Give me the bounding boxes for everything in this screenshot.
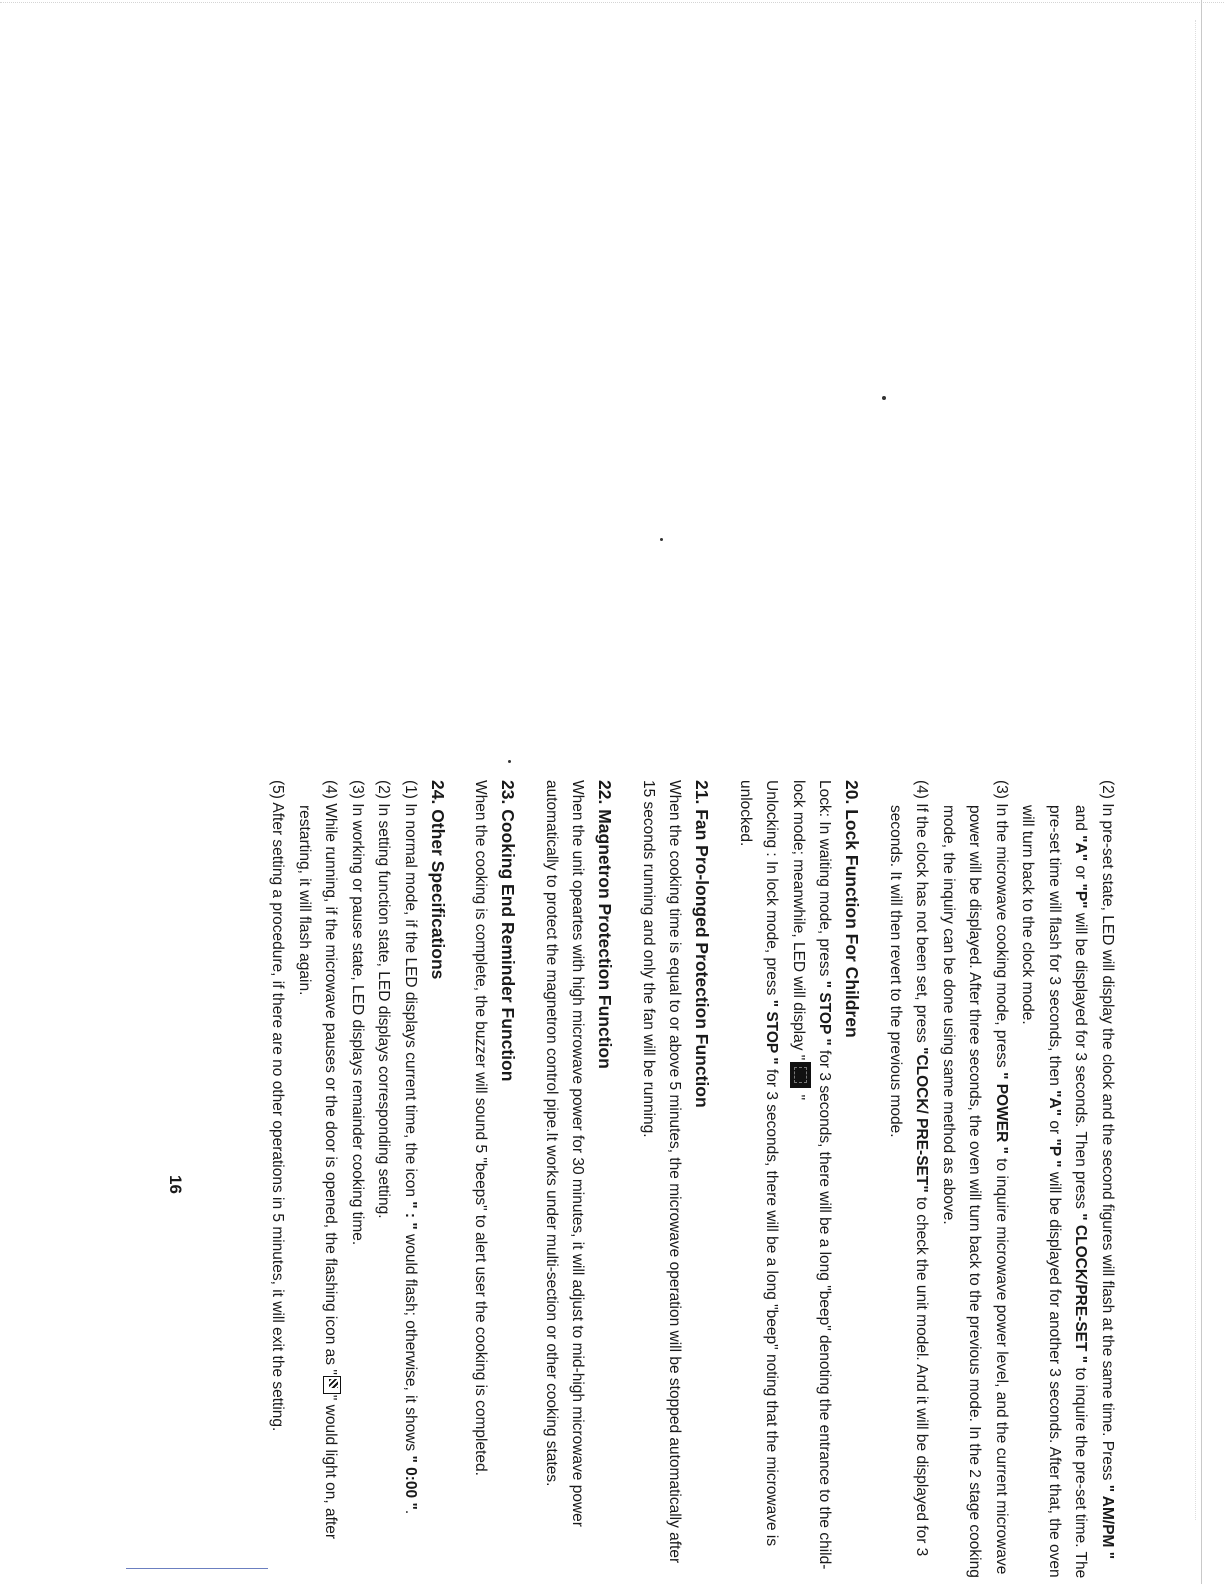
section-21-title: 21. Fan Pro-longed Protection Function (692, 780, 713, 1108)
microwave-running-icon (324, 1376, 342, 1394)
child-lock-display-icon (790, 1062, 811, 1088)
intro-item-4: (4) If the clock has not been set, press "CLOCK/ PRE-SET" to check the unit model. And it will be displayed for 3 seconds. It will then revert to the previous mode. (887, 780, 931, 1557)
section-20-lock: Lock: In waiting mode, press " STOP " for 3 seconds, there will be a long "beep" denoting the entrance to the child-lock mode; meanwhile, LED will display " " (790, 780, 834, 1570)
scan-edge-top (0, 2, 1224, 3)
section-24-title: 24. Other Specifications (428, 780, 448, 980)
spec-item-1: (1) In normal mode, if the LED displays current time, the icon " : " would flash; otherwise, it shows " 0:00 ". (402, 780, 419, 1515)
section-22-title: 22. Magnetron Protection Function (595, 780, 616, 1069)
intro-item-2: (2) In pre-set state, LED will display the clock and the second figures will flash at the same time. Press " AM/PM " and "A" or "P" will be displayed for 3 seconds. Then press " CLOCK/PRE-SET " to inquire the pre-set time. The pre-set time will flash for 3 seconds, then "A" or "P " will be displayed for another 3 seconds. After that, the oven will turn back to the clock mode. (1019, 780, 1116, 1579)
spec-item-2: (2) In setting function state, LED displays corresponding setting. (375, 780, 393, 1219)
scan-edge-right (1201, 0, 1202, 1584)
section-23-title: 23. Cooking End Reminder Function (498, 780, 519, 1082)
section-20-title: 20. Lock Function For Children (842, 780, 863, 1038)
scan-speck (660, 538, 663, 541)
section-23-body: When the cooking is complete, the buzzer will sound 5 "beeps" to alert user the cooking is completed. (472, 780, 490, 1476)
intro-item-3: (3) In the microwave cooking mode, press " POWER " to inquire microwave power level, and the current microwave power will be displayed. After three seconds, the oven will turn back to the previous mode. In the 2 stage cooking mode, the inquiry can be done using same method as above. (940, 780, 1010, 1578)
spec-item-5: (5) After setting a procedure, if there are no other operations in 5 minutes, it will exit the setting. (269, 780, 287, 1432)
scan-speck (882, 396, 886, 400)
spec-item-3: (3) In working or pause state, LED displays remainder cooking time. (349, 780, 366, 1246)
page-number: 16 (166, 1175, 185, 1194)
section-20-unlock: Unlocking : In lock mode, press " STOP " for 3 seconds, there will be a long "beep" noting that the microwave is unlocked. (737, 780, 781, 1547)
section-21-body: When the cooking time is equal to or above 5 minutes, the microwave operation will be stopped automatically after 15 seconds running and only the fan will be running. (640, 780, 684, 1564)
scan-edge-right-faint (1195, 20, 1196, 1520)
page-content (130, 780, 1120, 1580)
scan-speck (508, 760, 511, 763)
rotated-page (130, 780, 1120, 1580)
spec-item-4: (4) While running, if the microwave pauses or the door is opened, the flashing icon as "" would light on, after restarting, it will flash again. (296, 780, 340, 1540)
section-22-body: When the unit opeartes with high microwave power for 30 minutes, it will adjust to mid-high microwave power automatically to protect the magnetron control pipe.It works under multi-section or other cooking states. (543, 780, 587, 1527)
